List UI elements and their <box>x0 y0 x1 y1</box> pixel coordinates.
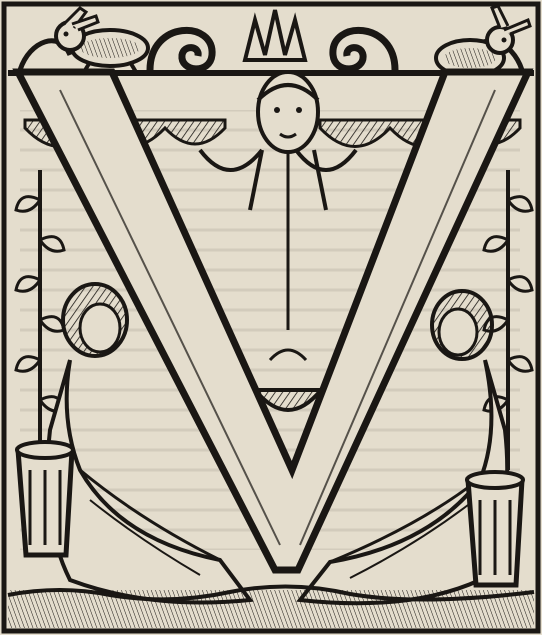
urn-left-icon <box>17 442 73 555</box>
urn-right-icon <box>467 472 523 585</box>
ground-grass <box>8 586 534 628</box>
